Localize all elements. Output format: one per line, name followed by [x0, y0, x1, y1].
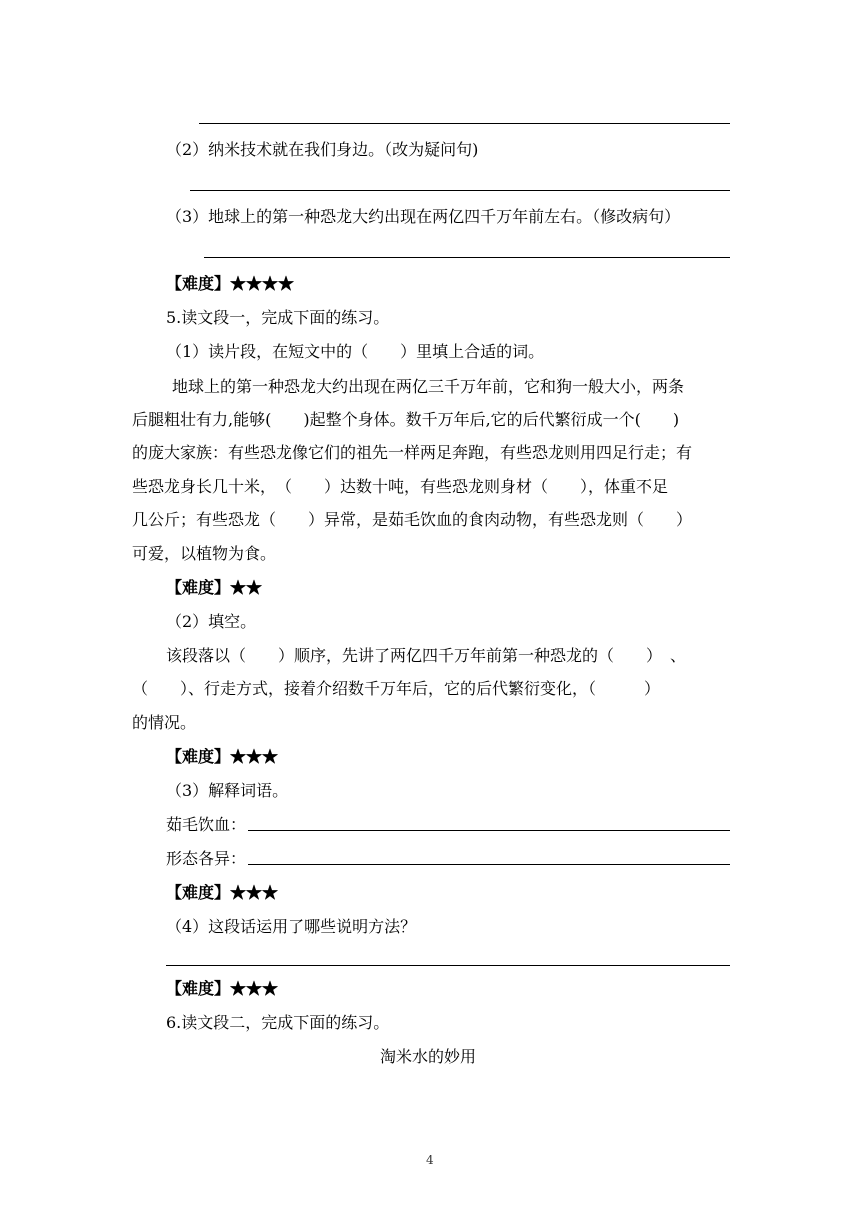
q5-sub1: （1）读片段，在短文中的（ ）里填上合适的词。 [166, 342, 545, 361]
difficulty-stars: ★★ [230, 578, 263, 597]
passage-line: 后腿粗壮有力,能够( )起整个身体。数千万年后,它的后代繁衍成一个( ) [132, 410, 680, 429]
difficulty-label: 【难度】 [166, 979, 231, 998]
q4-item3: （3）地球上的第一种恐龙大约出现在两亿四千万年前左右。（修改病句） [166, 207, 681, 226]
term-row [166, 849, 246, 869]
page-number: 4 [426, 1153, 434, 1167]
answer-line [204, 257, 730, 258]
difficulty-label: 【难度】 [166, 578, 231, 597]
difficulty-label: 【难度】 [166, 747, 231, 766]
passage-line: 地球上的第一种恐龙大约出现在两亿三千万年前，它和狗一般大小，两条 [172, 377, 685, 396]
passage-line: 可爱，以植物为食。 [132, 544, 277, 563]
q4-item2: （2）纳米技术就在我们身边。（改为疑问句) [166, 140, 479, 159]
q5-sub3: （3）解释词语。 [166, 781, 289, 800]
difficulty-row [166, 747, 278, 767]
answer-line [166, 965, 730, 966]
answer-line [190, 190, 730, 191]
q5-sub2: （2）填空。 [166, 612, 257, 631]
difficulty-stars: ★★★ [230, 883, 279, 902]
answer-line [248, 864, 730, 865]
difficulty-label: 【难度】 [166, 274, 231, 293]
fill-line: 的情况。 [132, 713, 197, 732]
term-label: 茹毛饮血： [166, 815, 247, 834]
difficulty-label: 【难度】 [166, 883, 231, 902]
answer-line [199, 123, 730, 124]
passage-line: 的庞大家族：有些恐龙像它们的祖先一样两足奔跑，有些恐龙则用四足行走；有 [132, 443, 693, 462]
difficulty-row [166, 883, 278, 903]
q5-title: 5.读文段一，完成下面的练习。 [166, 308, 390, 327]
difficulty-row [166, 578, 262, 598]
term-label: 形态各异： [166, 849, 247, 868]
passage-line: 些恐龙身长几十米， （ ）达数十吨，有些恐龙则身材（ ），体重不足 [132, 477, 669, 496]
q5-sub4: （4）这段话运用了哪些说明方法？ [166, 917, 417, 936]
difficulty-row [166, 979, 278, 999]
difficulty-stars: ★★★ [230, 979, 279, 998]
fill-line: 该段落以（ ）顺序，先讲了两亿四千万年前第一种恐龙的（ ） 、 [166, 646, 687, 665]
answer-line [248, 830, 730, 831]
difficulty-stars: ★★★ [230, 747, 279, 766]
q6-title: 6.读文段二，完成下面的练习。 [166, 1013, 390, 1032]
fill-line: （ ）、行走方式，接着介绍数千万年后，它的后代繁衍变化，（ ） [132, 679, 661, 698]
difficulty-stars: ★★★★ [230, 274, 295, 293]
passage-line: 几公斤；有些恐龙（ ）异常，是茹毛饮血的食肉动物，有些恐龙则（ ） [132, 510, 693, 529]
term-row [166, 815, 246, 835]
article-title: 淘米水的妙用 [380, 1047, 477, 1066]
difficulty-row [166, 274, 294, 294]
